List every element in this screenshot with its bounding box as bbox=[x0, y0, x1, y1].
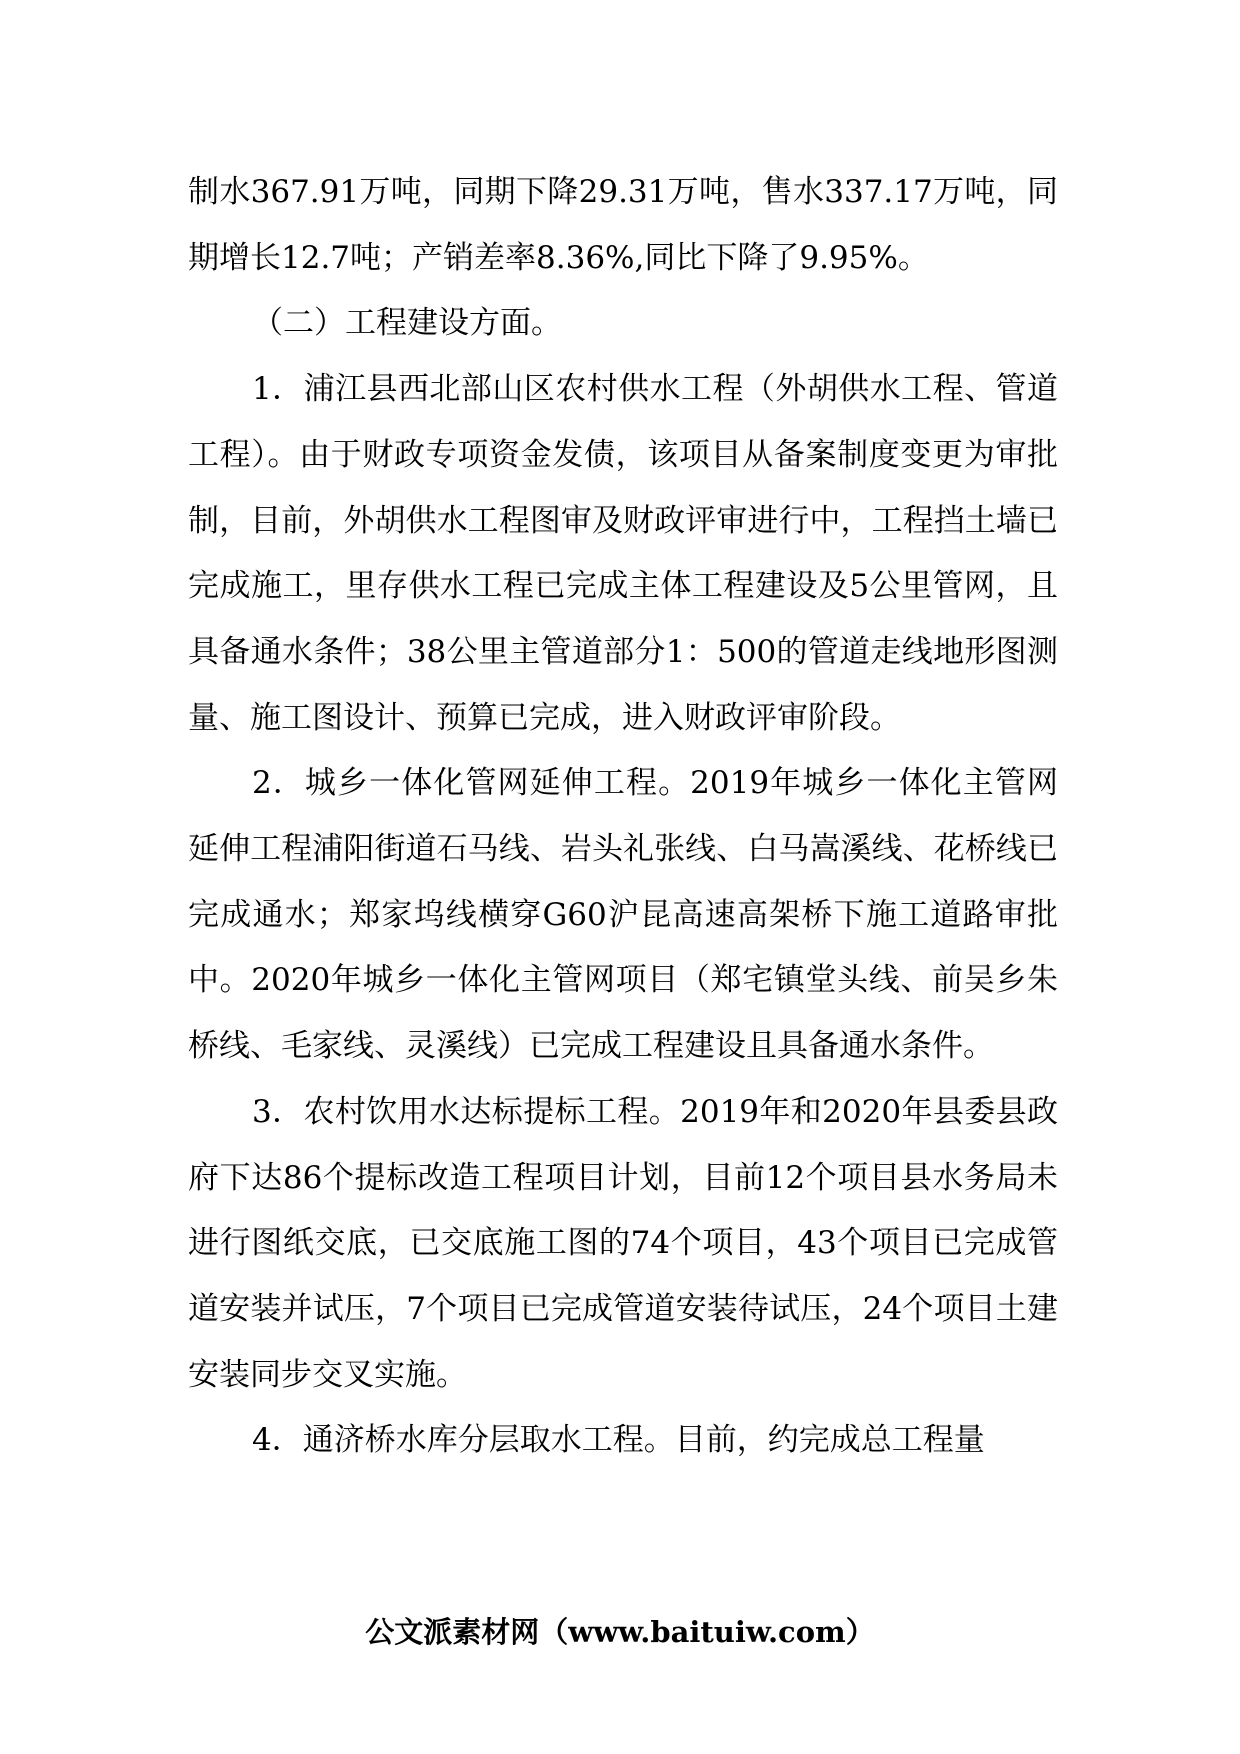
footer-watermark: 公文派素材网（www.baituiw.com） bbox=[365, 1615, 875, 1649]
section-heading-engineering: （二）工程建设方面。 bbox=[252, 305, 562, 342]
paragraph-item-4: 4．通济桥水库分层取水工程。目前，约完成总工程量 bbox=[252, 1422, 985, 1459]
document-body bbox=[188, 160, 1058, 1474]
paragraph-item-2: 2．城乡一体化管网延伸工程。2019年城乡一体化主管网延伸工程浦阳街道石马线、岩头礼张线、白马嵩溪线、花桥线已完成通水；郑家坞线横穿G60沪昆高速高架桥下施工道路审批中。2020年城乡一体化主管网项目（郑宅镇堂头线、前吴乡朱桥线、毛家线、灵溪线）已完成工程建设且具备通水条件。 bbox=[188, 765, 1058, 1065]
paragraph-production-stats: 制水367.91万吨，同期下降29.31万吨，售水337.17万吨，同期增长12.7吨；产销差率8.36%,同比下降了9.95%。 bbox=[188, 174, 1058, 276]
paragraph-item-3: 3．农村饮用水达标提标工程。2019年和2020年县委县政府下达86个提标改造工程项目计划，目前12个项目县水务局未进行图纸交底，已交底施工图的74个项目，43个项目已完成管道安装并试压，7个项目已完成管道安装待试压，24个项目土建安装同步交叉实施。 bbox=[188, 1093, 1058, 1393]
paragraph-item-1: 1．浦江县西北部山区农村供水工程（外胡供水工程、管道工程）。由于财政专项资金发债，该项目从备案制度变更为审批制，目前，外胡供水工程图审及财政评审进行中，工程挡土墙已完成施工，里存供水工程已完成主体工程建设及5公里管网，且具备通水条件；38公里主管道部分1：500的管道走线地形图测量、施工图设计、预算已完成，进入财政评审阶段。 bbox=[188, 371, 1058, 736]
